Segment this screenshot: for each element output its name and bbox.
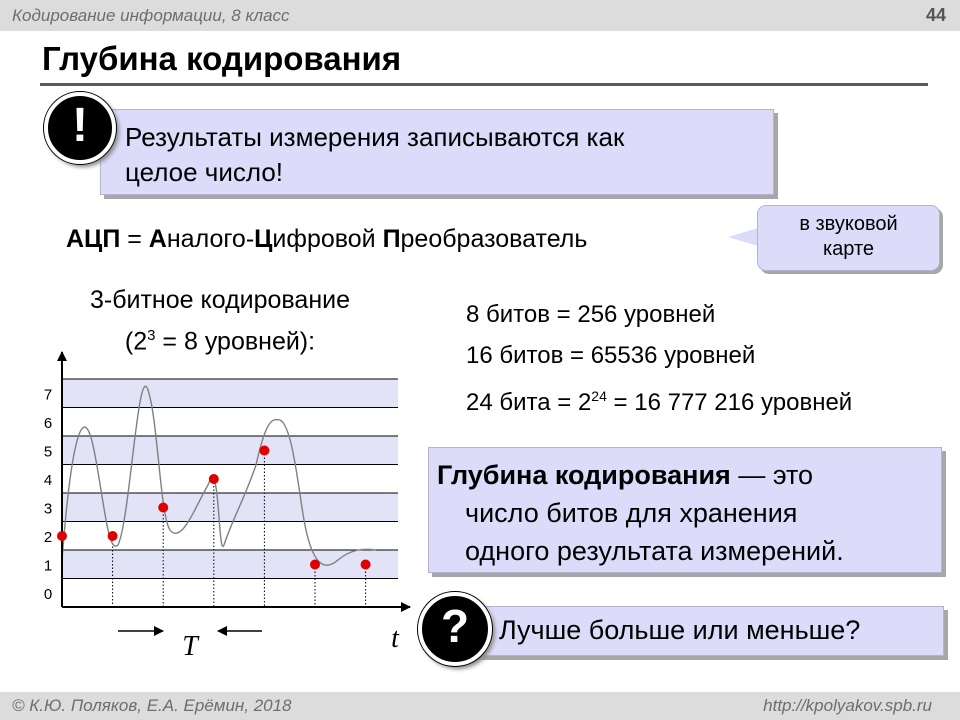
period-label: T <box>182 631 198 662</box>
definition-rest: — это <box>730 460 814 490</box>
sample-point-5 <box>310 560 320 570</box>
definition-line-3: одного результата измерений. <box>465 536 844 566</box>
exclamation-glyph: ! <box>72 99 88 152</box>
footer-bar <box>0 692 960 720</box>
sample-point-0 <box>57 531 67 541</box>
y-tick-label-3: 3 <box>43 500 53 518</box>
adc-word-2: ифровой <box>272 225 383 253</box>
callout-line-2: карте <box>822 238 875 260</box>
adc-word-1: налого- <box>166 225 255 253</box>
levels-row-24-post: = 16 777 216 уровней <box>606 389 853 416</box>
levels-row-24-exp: 24 <box>591 388 607 404</box>
three-bit-base: (2 <box>124 327 148 356</box>
adc-letter-p: П <box>382 225 401 253</box>
y-tick-label-7: 7 <box>43 386 53 404</box>
sample-point-2 <box>158 503 168 513</box>
sample-drop-lines <box>113 451 366 608</box>
adc-letter-a: А <box>148 225 167 253</box>
y-tick-labels <box>44 387 52 604</box>
y-tick-label-0: 0 <box>43 586 53 603</box>
three-bit-line-1: 3-битное кодирование <box>89 286 351 314</box>
adc-word-3: реобразователь <box>400 225 588 253</box>
definition-line-1 <box>437 456 844 494</box>
definition-line-2: число битов для хранения <box>465 498 798 528</box>
definition-text <box>437 456 844 570</box>
footer-authors: © К.Ю. Поляков, Е.А. Ерёмин, 2018 <box>12 696 292 715</box>
question-icon <box>418 592 492 666</box>
course-title: Кодирование информации, 8 класс <box>12 6 290 25</box>
question-text: Лучше больше или меньше? <box>499 615 861 645</box>
x-axis-label: t <box>391 623 399 654</box>
question-glyph: ? <box>440 600 470 652</box>
level-band-5 <box>62 436 398 465</box>
definition-term: Глубина кодирования <box>437 460 731 490</box>
callout-line-1: в звуковой <box>799 213 898 235</box>
y-tick-label-4: 4 <box>43 472 53 489</box>
note-line-2: целое число! <box>125 157 284 187</box>
three-bit-exp: 3 <box>147 327 156 344</box>
levels-row-16: 16 битов = 65536 уровней <box>466 342 756 369</box>
definition-box <box>428 447 942 573</box>
sample-point-6 <box>361 560 371 570</box>
levels-row-24-pre: 24 бита = 2 <box>466 389 592 416</box>
adc-letter-c: Ц <box>254 225 273 253</box>
sample-point-1 <box>108 531 118 541</box>
y-tick-label-5: 5 <box>43 443 53 461</box>
adc-abbr: АЦП <box>66 225 121 253</box>
three-bit-rest: = 8 уровней): <box>155 327 316 356</box>
y-tick-label-2: 2 <box>43 529 53 546</box>
sample-point-4 <box>259 446 269 456</box>
level-band-3 <box>62 493 398 522</box>
page-title: Глубина кодирования <box>42 40 402 77</box>
level-bands <box>62 379 398 579</box>
note-line-1: Результаты измерения записываются как <box>125 122 625 152</box>
levels-row-8: 8 битов = 256 уровней <box>466 301 716 328</box>
level-band-7 <box>62 379 398 408</box>
page-number: 44 <box>925 5 946 25</box>
footer-link[interactable]: http://kpolyakov.spb.ru <box>763 696 932 715</box>
adc-eq: = <box>120 225 149 253</box>
sample-point-3 <box>209 474 219 484</box>
grid-lines <box>62 379 398 579</box>
question-box <box>466 606 944 656</box>
y-tick-label-6: 6 <box>43 415 53 432</box>
y-tick-label-1: 1 <box>43 557 53 575</box>
